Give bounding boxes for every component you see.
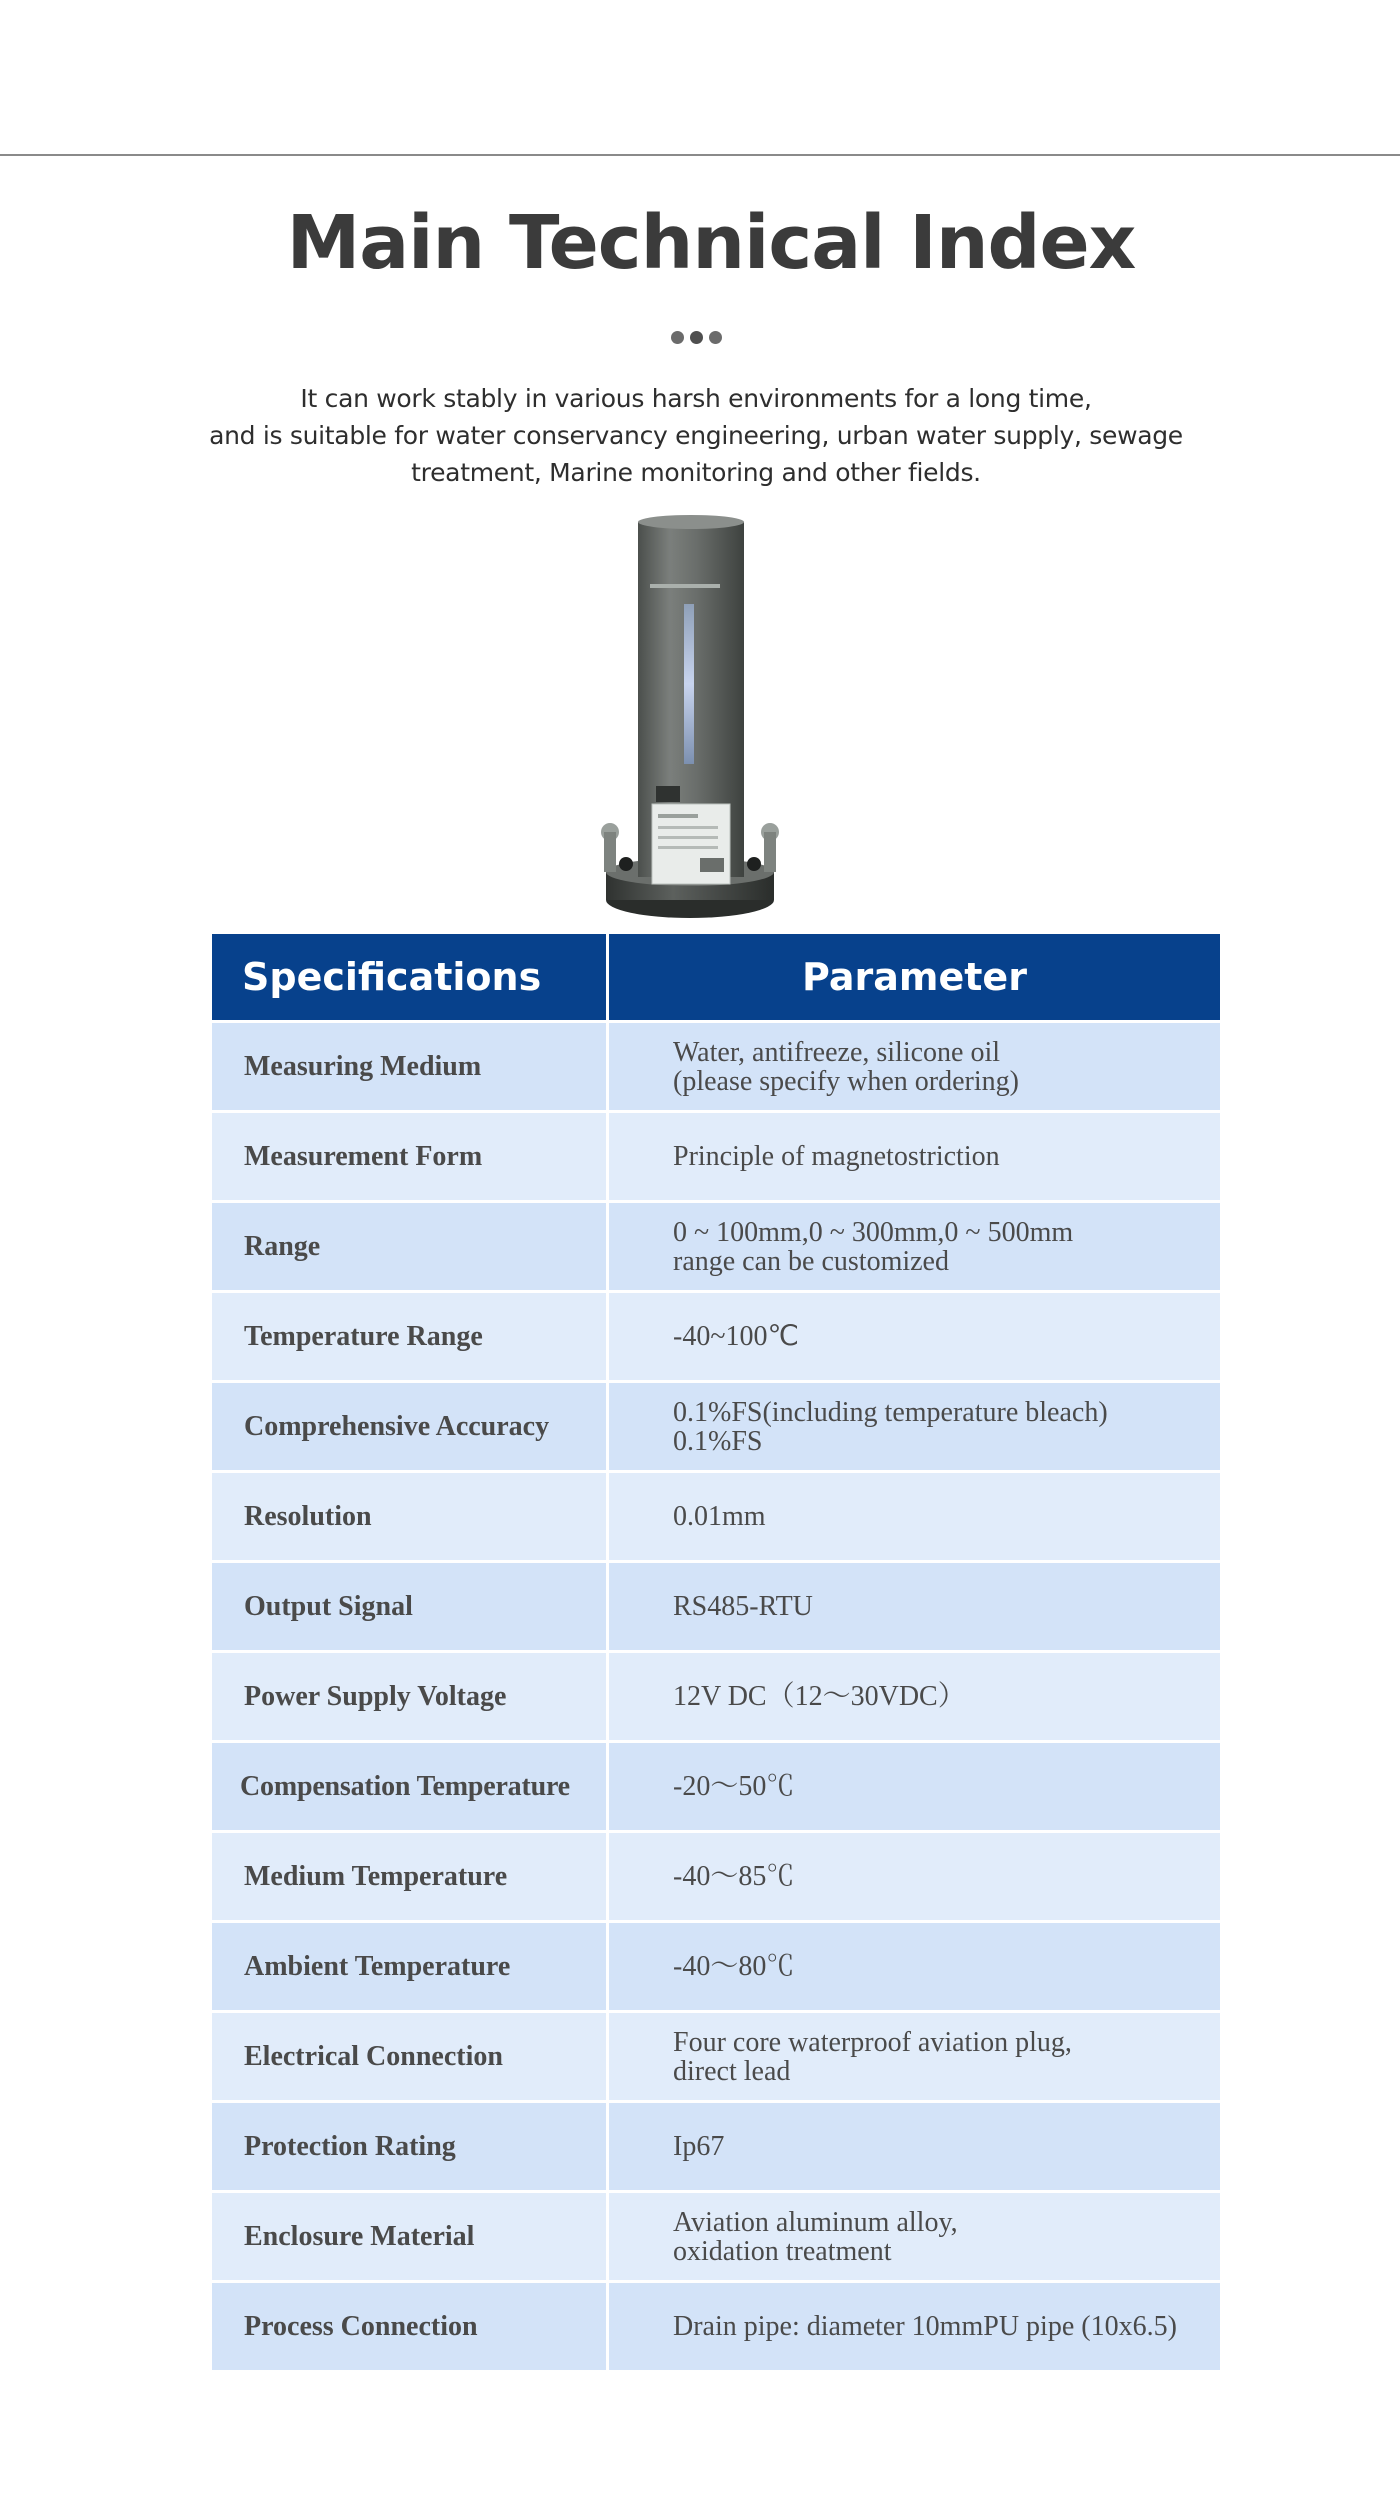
spec-value-line: -20〜50℃ bbox=[673, 1771, 795, 1802]
table-row bbox=[212, 1382, 1220, 1472]
spec-value-line: Water, antifreeze, silicone oil bbox=[673, 1036, 1001, 1068]
spec-value-line: oxidation treatment bbox=[673, 2235, 892, 2267]
spec-value-line: Drain pipe: diameter 10mmPU pipe (10x6.5) bbox=[673, 2311, 1177, 2342]
spec-name: Temperature Range bbox=[212, 1292, 608, 1382]
table-row bbox=[212, 1922, 1220, 2012]
spec-value-line: 0.1%FS bbox=[673, 1425, 763, 1457]
table-row bbox=[212, 1562, 1220, 1652]
spec-name: Resolution bbox=[212, 1472, 608, 1562]
spec-value bbox=[608, 2012, 1221, 2102]
table-header-row bbox=[212, 934, 1220, 1022]
spec-value bbox=[608, 1922, 1221, 2012]
table-row bbox=[212, 1202, 1220, 1292]
spec-table bbox=[212, 934, 1220, 2370]
spec-value-line: direct lead bbox=[673, 2055, 791, 2087]
table-row bbox=[212, 2282, 1220, 2371]
spec-value bbox=[608, 2282, 1221, 2371]
table-row bbox=[212, 1112, 1220, 1202]
table-row bbox=[212, 1022, 1220, 1112]
spec-value bbox=[608, 1832, 1221, 1922]
intro-line: and is suitable for water conservancy engineering, urban water supply, sewage bbox=[209, 421, 1183, 450]
spec-value-line: 0.01mm bbox=[673, 1501, 766, 1532]
spec-value-line: -40~100℃ bbox=[673, 1321, 799, 1352]
spec-value-line: 0.1%FS(including temperature bleach) bbox=[673, 1396, 1108, 1428]
spec-name: Output Signal bbox=[212, 1562, 608, 1652]
spec-value bbox=[608, 1652, 1221, 1742]
spec-value-line: range can be customized bbox=[673, 1245, 949, 1277]
spec-value-line: 0 ~ 100mm,0 ~ 300mm,0 ~ 500mm bbox=[673, 1216, 1074, 1248]
spec-value-line: 12V DC（12〜30VDC） bbox=[673, 1681, 966, 1712]
table-row bbox=[212, 2012, 1220, 2102]
table-row bbox=[212, 2102, 1220, 2192]
spec-value-line: (please specify when ordering) bbox=[673, 1065, 1019, 1097]
dot-icon bbox=[671, 331, 684, 344]
spec-value-line: Ip67 bbox=[673, 2131, 725, 2162]
table-row bbox=[212, 1742, 1220, 1832]
top-divider bbox=[0, 154, 1400, 156]
page-title: Main Technical Index bbox=[286, 200, 1136, 286]
spec-name: Medium Temperature bbox=[212, 1832, 608, 1922]
spec-value bbox=[608, 1292, 1221, 1382]
spec-value bbox=[608, 2102, 1221, 2192]
table-row bbox=[212, 1472, 1220, 1562]
spec-value-line: Principle of magnetostriction bbox=[673, 1141, 1000, 1172]
spec-name: Measuring Medium bbox=[212, 1022, 608, 1112]
spec-name: Process Connection bbox=[212, 2282, 608, 2371]
spec-name: Electrical Connection bbox=[212, 2012, 608, 2102]
table-row bbox=[212, 1832, 1220, 1922]
spec-name: Power Supply Voltage bbox=[212, 1652, 608, 1742]
spec-value bbox=[608, 1382, 1221, 1472]
table-row bbox=[212, 1292, 1220, 1382]
spec-value bbox=[608, 1472, 1221, 1562]
dot-icon bbox=[690, 331, 703, 344]
spec-name: Enclosure Material bbox=[212, 2192, 608, 2282]
dot-icon bbox=[709, 331, 722, 344]
spec-value bbox=[608, 1112, 1221, 1202]
spec-value bbox=[608, 1742, 1221, 1832]
spec-value bbox=[608, 1562, 1221, 1652]
table-row bbox=[212, 2192, 1220, 2282]
spec-value-line: Aviation aluminum alloy, bbox=[673, 2206, 958, 2238]
spec-value bbox=[608, 1202, 1221, 1292]
intro-text bbox=[0, 380, 1392, 491]
spec-name: Compensation Temperature bbox=[212, 1742, 608, 1832]
column-header-specifications: Specifications bbox=[212, 934, 608, 1022]
product-image bbox=[600, 514, 780, 924]
spec-name: Ambient Temperature bbox=[212, 1922, 608, 2012]
spec-name: Protection Rating bbox=[212, 2102, 608, 2192]
spec-value-line: Four core waterproof aviation plug, bbox=[673, 2026, 1072, 2058]
spec-value bbox=[608, 2192, 1221, 2282]
spec-value-line: -40〜80℃ bbox=[673, 1951, 795, 1982]
table-row bbox=[212, 1652, 1220, 1742]
column-header-parameter: Parameter bbox=[608, 934, 1221, 1022]
spec-value-line: RS485-RTU bbox=[673, 1591, 813, 1622]
spec-name: Measurement Form bbox=[212, 1112, 608, 1202]
intro-line: treatment, Marine monitoring and other fields. bbox=[411, 458, 981, 487]
spec-name: Range bbox=[212, 1202, 608, 1292]
spec-name: Comprehensive Accuracy bbox=[212, 1382, 608, 1472]
spec-value-line: -40〜85℃ bbox=[673, 1861, 795, 1892]
intro-line: It can work stably in various harsh environments for a long time, bbox=[300, 384, 1092, 413]
spec-value bbox=[608, 1022, 1221, 1112]
